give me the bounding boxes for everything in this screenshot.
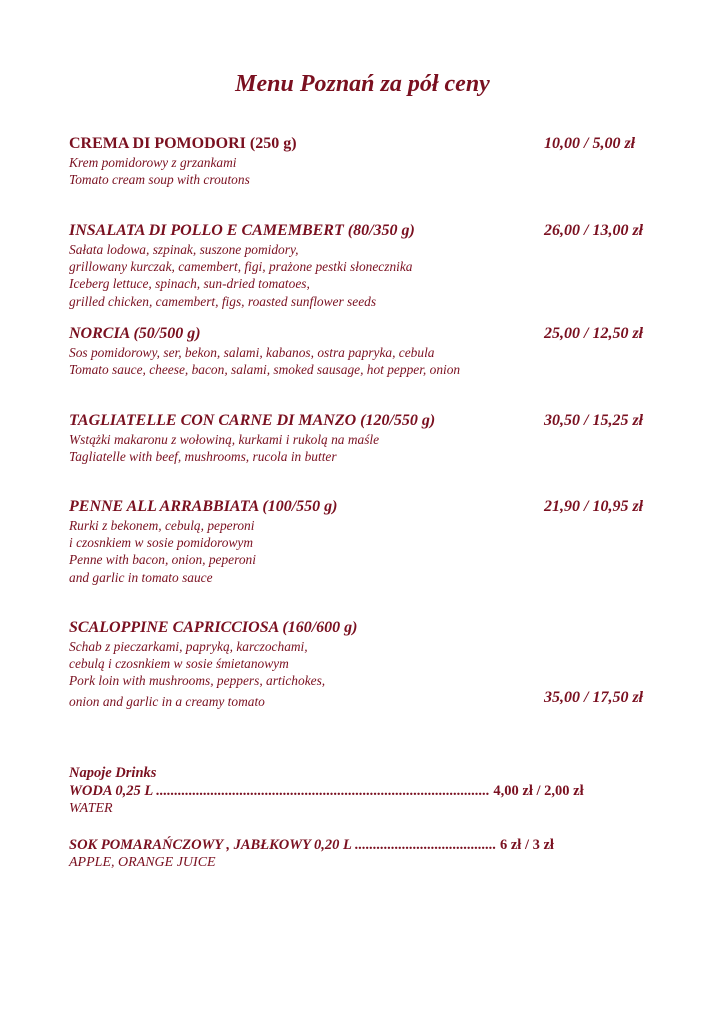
item-desc-line: Rurki z bekonem, cebulą, peperoni: [69, 518, 255, 533]
drink-subtitle: APPLE, ORANGE JUICE: [69, 855, 216, 870]
item-name: TAGLIATELLE CON CARNE DI MANZO (120/550 g): [69, 412, 436, 429]
item-desc-line: onion and garlic in a creamy tomato: [69, 693, 265, 709]
menu-item: [69, 411, 659, 465]
page-title: Menu Poznań za pół ceny: [235, 71, 490, 97]
item-price: 25,00 / 12,50 zł: [544, 325, 644, 342]
item-desc-line: Tomato cream soup with croutons: [69, 172, 250, 188]
item-price: 10,00 / 5,00 zł: [544, 135, 636, 152]
item-desc-line: Penne with bacon, onion, peperoni: [69, 552, 256, 568]
item-desc-line: Wstążki makaronu z wołowiną, kurkami i rukolą na maśle: [69, 432, 380, 447]
item-desc-line: Krem pomidorowy z grzankami: [69, 155, 237, 170]
item-desc-line: cebulą i czosnkiem w sosie śmietanowym: [69, 656, 289, 672]
menu-item: [69, 324, 659, 378]
drink-name: WODA 0,25 L ............................................................................................: [69, 783, 490, 799]
item-name: NORCIA (50/500 g): [69, 325, 201, 342]
item-name: INSALATA DI POLLO E CAMEMBERT (80/350 g): [69, 222, 415, 239]
item-desc-line: Sałata lodowa, szpinak, suszone pomidory,: [69, 242, 299, 257]
item-price: 26,00 / 13,00 zł: [544, 222, 644, 239]
menu-item: [69, 497, 659, 586]
menu-item: [69, 618, 659, 710]
item-desc-line: Tomato sauce, cheese, bacon, salami, smoked sausage, hot pepper, onion: [69, 362, 461, 378]
item-desc-line: grilled chicken, camembert, figs, roasted sunflower seeds: [69, 293, 377, 309]
item-price: 30,50 / 15,25 zł: [544, 412, 644, 429]
drink-price: 4,00 zł / 2,00 zł: [493, 783, 584, 799]
item-price: 35,00 / 17,50 zł: [544, 689, 644, 706]
drink-entry-water: [69, 782, 669, 800]
item-desc-line: Iceberg lettuce, spinach, sun-dried tomatoes,: [69, 276, 310, 292]
item-desc-line: and garlic in tomato sauce: [69, 569, 213, 585]
item-name: CREMA DI POMODORI (250 g): [69, 135, 297, 152]
item-name: SCALOPPINE CAPRICCIOSA (160/600 g): [69, 619, 358, 636]
item-name: PENNE ALL ARRABBIATA (100/550 g): [69, 498, 338, 515]
item-desc-line: i czosnkiem w sosie pomidorowym: [69, 535, 253, 551]
menu-item: [69, 134, 659, 188]
item-desc-line: Schab z pieczarkami, papryką, karczochami,: [69, 639, 308, 654]
drinks-heading: Napoje Drinks: [69, 765, 157, 781]
drink-entry-juice: [69, 836, 669, 854]
menu-item: [69, 221, 659, 310]
drink-subtitle: WATER: [69, 801, 113, 816]
drinks-section: [69, 764, 669, 872]
item-desc-line: grillowany kurczak, camembert, figi, prażone pestki słonecznika: [69, 259, 413, 275]
item-desc-line: Tagliatelle with beef, mushrooms, rucola in butter: [69, 449, 337, 465]
item-desc-line: Pork loin with mushrooms, peppers, artichokes,: [69, 673, 326, 689]
item-price: 21,90 / 10,95 zł: [544, 498, 644, 515]
item-desc-line: Sos pomidorowy, ser, bekon, salami, kabanos, ostra papryka, cebula: [69, 345, 435, 360]
drink-name: SOK POMARAŃCZOWY , JABŁKOWY 0,20 L .......................................: [69, 837, 497, 853]
drink-price: 6 zł / 3 zł: [500, 837, 554, 853]
